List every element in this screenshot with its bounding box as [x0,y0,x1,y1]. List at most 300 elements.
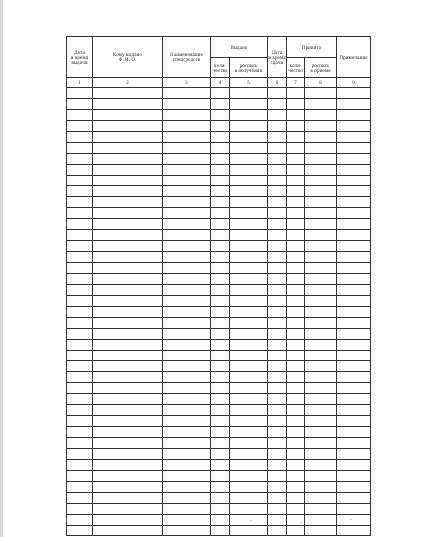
table-cell [230,438,268,449]
table-cell [67,339,93,350]
table-cell [337,372,371,383]
table-row [67,427,371,438]
table-cell [163,372,211,383]
table-cell [230,295,268,306]
table-cell [268,88,287,99]
table-cell [287,120,305,131]
table-cell [93,503,163,514]
table-row [67,481,371,492]
table-cell [93,383,163,394]
table-cell [67,219,93,230]
table-cell [211,503,230,514]
table-cell [67,252,93,263]
table-cell [211,317,230,328]
table-cell [93,514,163,525]
table-row [67,383,371,394]
table-cell [163,383,211,394]
table-cell [211,241,230,252]
table-cell [230,427,268,438]
table-row [67,241,371,252]
table-cell [268,120,287,131]
table-cell [305,295,337,306]
table-cell [287,284,305,295]
table-cell [211,438,230,449]
table-cell [268,427,287,438]
table-cell [287,153,305,164]
table-cell [337,241,371,252]
table-cell [305,427,337,438]
table-cell [230,175,268,186]
table-cell [268,197,287,208]
table-cell [67,481,93,492]
table-cell [287,525,305,536]
table-cell [305,317,337,328]
table-cell [337,263,371,274]
table-cell [93,153,163,164]
header-note: Примечание [337,37,371,78]
table-cell [230,492,268,503]
table-cell [163,416,211,427]
table-cell [93,252,163,263]
table-cell [305,219,337,230]
table-row [67,197,371,208]
table-cell [211,131,230,142]
table-cell [163,142,211,153]
table-cell [230,394,268,405]
table-row [67,306,371,317]
table-cell [211,284,230,295]
column-number: 3 [163,78,211,88]
table-cell [268,306,287,317]
table-cell [163,492,211,503]
table-cell [337,142,371,153]
table-cell [163,514,211,525]
table-cell [268,448,287,459]
table-cell [268,481,287,492]
table-cell [287,514,305,525]
table-cell [67,109,93,120]
table-row [67,470,371,481]
table-cell [211,492,230,503]
table-cell [163,252,211,263]
table-cell [93,142,163,153]
column-number: 7 [287,78,305,88]
table-cell [305,525,337,536]
table-cell [230,109,268,120]
table-cell [67,153,93,164]
table-cell [230,219,268,230]
table-cell [305,263,337,274]
table-cell [337,186,371,197]
table-cell [163,284,211,295]
header-accepted-qty: коли- чество [287,58,305,78]
table-cell [211,273,230,284]
table-cell [268,295,287,306]
table-cell [287,230,305,241]
table-cell [67,328,93,339]
table-cell [93,405,163,416]
table-cell [93,525,163,536]
table-row [67,131,371,142]
table-cell [305,383,337,394]
table-cell [305,164,337,175]
table-cell [268,219,287,230]
header-accepted: Принято [287,37,337,58]
table-row [67,361,371,372]
table-cell [211,514,230,525]
table-cell [93,394,163,405]
table-cell [305,481,337,492]
table-cell [163,109,211,120]
table-cell [67,525,93,536]
table-cell [230,197,268,208]
table-cell [93,131,163,142]
table-cell [163,88,211,99]
table-cell [287,503,305,514]
table-row [67,514,371,525]
table-cell [337,525,371,536]
table-cell [93,186,163,197]
table-cell [337,120,371,131]
scan-speck [350,519,352,520]
table-cell [337,295,371,306]
table-cell [230,164,268,175]
table-cell [230,306,268,317]
table-cell [287,339,305,350]
header-recipient: Кому выдано Ф. И. О. [93,37,163,78]
table-cell [67,186,93,197]
table-cell [287,361,305,372]
table-cell [287,492,305,503]
table-cell [67,394,93,405]
table-cell [287,383,305,394]
table-cell [230,120,268,131]
table-cell [337,109,371,120]
table-cell [337,175,371,186]
table-row [67,142,371,153]
scan-speck [300,522,302,523]
table-cell [337,481,371,492]
table-cell [230,284,268,295]
page-left-edge [0,0,3,537]
table-cell [337,164,371,175]
table-cell [337,317,371,328]
table-cell [163,470,211,481]
table-cell [305,459,337,470]
table-cell [93,416,163,427]
table-cell [163,197,211,208]
table-cell [268,394,287,405]
table-cell [211,306,230,317]
table-cell [287,350,305,361]
table-cell [305,350,337,361]
table-cell [337,306,371,317]
table-cell [93,427,163,438]
table-row [67,273,371,284]
table-row [67,88,371,99]
table-cell [230,252,268,263]
table-cell [337,350,371,361]
table-cell [93,98,163,109]
table-cell [163,438,211,449]
table-cell [67,284,93,295]
table-cell [305,372,337,383]
table-cell [305,88,337,99]
table-cell [211,208,230,219]
table-cell [67,98,93,109]
table-cell [287,306,305,317]
table-cell [337,448,371,459]
table-cell [337,383,371,394]
table-cell [287,394,305,405]
table-cell [268,438,287,449]
table-cell [305,142,337,153]
table-cell [287,328,305,339]
table-cell [337,88,371,99]
table-cell [93,109,163,120]
table-cell [230,448,268,459]
table-cell [67,263,93,274]
table-cell [268,317,287,328]
table-cell [163,427,211,438]
table-cell [67,295,93,306]
table-cell [268,142,287,153]
table-cell [337,131,371,142]
header-issued-qty: коли- чество [211,58,230,78]
table-cell [93,88,163,99]
table-cell [230,263,268,274]
table-cell [305,306,337,317]
table-cell [211,416,230,427]
table-cell [163,350,211,361]
table-cell [305,470,337,481]
table-cell [268,208,287,219]
table-cell [268,492,287,503]
table-cell [230,470,268,481]
table-cell [287,448,305,459]
table-cell [230,339,268,350]
table-cell [230,317,268,328]
table-row [67,164,371,175]
table-cell [93,197,163,208]
table-cell [305,98,337,109]
table-cell [163,131,211,142]
table-row [67,350,371,361]
table-cell [67,383,93,394]
table-cell [67,405,93,416]
table-cell [287,273,305,284]
table-cell [287,295,305,306]
table-cell [287,459,305,470]
table-cell [67,438,93,449]
table-cell [163,328,211,339]
table-cell [67,459,93,470]
header-date-return: Дата и время сдачи [268,37,287,78]
table-cell [211,109,230,120]
table-cell [163,175,211,186]
table-cell [163,241,211,252]
table-cell [93,438,163,449]
table-cell [268,372,287,383]
column-number: 4 [211,78,230,88]
table-cell [337,328,371,339]
table-cell [67,273,93,284]
issue-register-table [66,36,371,536]
table-cell [337,416,371,427]
table-cell [163,164,211,175]
table-row [67,219,371,230]
table-cell [230,98,268,109]
table-cell [163,186,211,197]
table-cell [268,328,287,339]
table-cell [163,295,211,306]
table-cell [305,416,337,427]
table-cell [287,438,305,449]
table-cell [268,98,287,109]
table-row [67,263,371,274]
table-cell [287,470,305,481]
table-cell [230,459,268,470]
table-cell [337,273,371,284]
table-cell [93,448,163,459]
table-cell [163,263,211,274]
table-cell [305,514,337,525]
table-cell [211,361,230,372]
table-cell [211,153,230,164]
table-cell [67,120,93,131]
scan-speck [250,520,252,521]
table-cell [268,284,287,295]
table-cell [305,284,337,295]
table-cell [211,328,230,339]
table-cell [287,131,305,142]
table-cell [305,131,337,142]
table-cell [163,405,211,416]
table-cell [268,186,287,197]
table-cell [268,405,287,416]
table-cell [93,372,163,383]
header-accepted-sign: роспись в приеме [305,58,337,78]
table-cell [230,131,268,142]
table-row [67,120,371,131]
table-cell [211,427,230,438]
table-cell [337,208,371,219]
table-cell [230,372,268,383]
table-cell [211,339,230,350]
table-cell [305,230,337,241]
table-row [67,339,371,350]
table-row [67,252,371,263]
table-cell [163,525,211,536]
column-number: 5 [230,78,268,88]
table-cell [163,98,211,109]
table-cell [93,175,163,186]
table-cell [67,241,93,252]
table-cell [163,230,211,241]
table-cell [230,88,268,99]
table-cell [287,197,305,208]
table-cell [67,164,93,175]
table-cell [211,142,230,153]
table-cell [67,230,93,241]
table-cell [211,350,230,361]
table-cell [287,416,305,427]
table-row [67,317,371,328]
table-cell [93,317,163,328]
table-cell [67,416,93,427]
table-cell [211,88,230,99]
table-cell [230,361,268,372]
header-date-issue: Дата и время выдачи [67,37,93,78]
table-cell [337,153,371,164]
table-cell [230,241,268,252]
table-cell [93,120,163,131]
table-row [67,438,371,449]
table-cell [305,109,337,120]
table-row [67,448,371,459]
table-cell [67,448,93,459]
table-cell [268,339,287,350]
column-number: 6 [268,78,287,88]
table-cell [268,503,287,514]
table-cell [93,230,163,241]
table-cell [287,481,305,492]
table-cell [230,383,268,394]
table-cell [67,142,93,153]
table-cell [305,405,337,416]
table-cell [230,273,268,284]
table-cell [268,361,287,372]
table-cell [211,372,230,383]
table-cell [337,230,371,241]
table-cell [337,394,371,405]
table-row [67,394,371,405]
table-cell [305,153,337,164]
table-row [67,416,371,427]
table-cell [337,514,371,525]
table-cell [93,284,163,295]
table-cell [67,88,93,99]
table-cell [337,427,371,438]
table-cell [211,383,230,394]
table-row [67,372,371,383]
table-cell [268,416,287,427]
table-row [67,492,371,503]
table-cell [67,197,93,208]
table-row [67,109,371,120]
table-cell [268,109,287,120]
table-cell [337,361,371,372]
table-cell [67,131,93,142]
table-cell [287,142,305,153]
table-cell [305,438,337,449]
table-cell [230,514,268,525]
table-cell [93,459,163,470]
table-cell [93,273,163,284]
table-cell [268,252,287,263]
table-cell [211,98,230,109]
table-cell [163,361,211,372]
table-cell [211,394,230,405]
table-cell [305,120,337,131]
table-row [67,284,371,295]
table-cell [67,427,93,438]
table-cell [287,175,305,186]
table-row [67,525,371,536]
table-cell [305,175,337,186]
column-number: 2 [93,78,163,88]
table-cell [287,164,305,175]
